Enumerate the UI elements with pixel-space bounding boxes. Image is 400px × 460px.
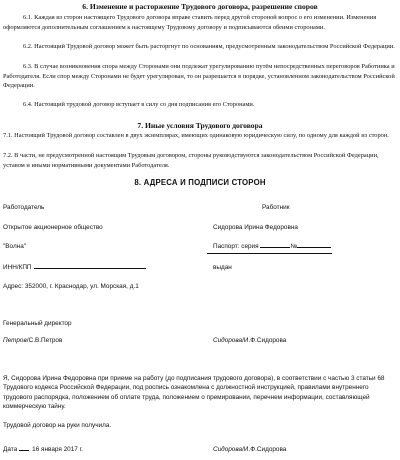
- passport-field: [213, 243, 331, 250]
- clause-6-2: 6.2. Настоящий Трудовой договор может быть расторгнут по основаниям, предусмотренным законодательством Российской Федерации.: [23, 43, 395, 50]
- clause-7-2: 7.2. В части, не предусмотренной настоящим Трудовым договором, стороны руководствуются законодательством Российской Федерации, уставом и иными нормативными документами Работодателя.: [3, 152, 379, 169]
- employee-label: Работник: [262, 204, 290, 211]
- inn-line: [34, 268, 146, 269]
- employee-sign-script: Сидорова: [213, 337, 243, 344]
- number-sign: №: [290, 243, 298, 250]
- employer-org-type: Открытое акционерное общество: [3, 224, 103, 231]
- section-7-heading: 7. Иные условия Трудового договора: [137, 121, 263, 130]
- director-title: Генеральный директор: [3, 320, 72, 327]
- clause-7-1: 7.1. Настоящий Трудовой договор составлен в двух экземплярах, имеющих одинаковую юридическую силу, по одному для каждой из сторон.: [3, 132, 389, 139]
- employer-label: Работодатель: [3, 204, 45, 211]
- passport-extra-line: [207, 253, 332, 254]
- employer-address: Адрес: 352000, г. Краснодар, ул. Морская, д.1: [3, 283, 139, 290]
- final-signature: [213, 446, 286, 453]
- passport-series-line: [260, 247, 290, 248]
- copy-received: Трудовой договор на руки получила.: [3, 422, 112, 429]
- issued-label: выдан: [213, 264, 232, 271]
- employer-name: "Волна": [3, 243, 27, 250]
- employee-name: Сидорова Ирина Федоровна: [213, 224, 298, 231]
- section-8-heading: 8. АДРЕСА И ПОДПИСИ СТОРОН: [134, 178, 266, 187]
- acknowledgement-paragraph: Я, Сидорова Ирина Федоровна при приеме на работу (до подписания трудового договора), в соответствии с частью 3 статьи 68 Трудового кодекса Российской Федерации, под роспись ознакомлена с должностной инструкцией, правилами внутреннего трудового распорядка, положением об оплате труда, положением о премировании, перечнем информации, составляющей коммерческую тайну.: [3, 375, 385, 411]
- final-sign-script: Сидорова: [213, 446, 243, 453]
- section-6-heading: 6. Изменение и расторжение Трудового договора, разрешение споров: [82, 2, 318, 11]
- clause-6-1: 6.1. Каждая из сторон настоящего Трудового договора вправе ставить перед другой стороной вопрос о его изменении. Изменения оформляются дополнительным соглашением к настоящему Трудовому договору и подписываются обеими сторонами.: [3, 14, 377, 31]
- inn-label: ИНН/КПП: [3, 264, 32, 271]
- passport-label: Паспорт: серия: [213, 243, 259, 250]
- employer-sign-name: /С.В.Петров: [26, 337, 63, 344]
- clause-6-3: 6.3. В случае возникновения спора между Сторонами они подлежат урегулированию путём непосредственных переговоров Работника и Работодателя. Если спор между Сторонами не будет урегулирован, то он разрешается в порядке, установленном законодательством Российской Федерации.: [3, 63, 395, 90]
- date-value: 16 января 2017 г.: [32, 446, 83, 453]
- final-sign-name: /И.Ф.Сидорова: [242, 446, 287, 453]
- employer-sign-script: Петров: [3, 337, 27, 344]
- passport-number-line: [297, 247, 331, 248]
- employee-signature: [213, 337, 286, 344]
- clause-6-4: 6.4. Настоящий трудовой договор вступает в силу со дня подписания его Сторонами.: [23, 101, 255, 108]
- employer-signature: [3, 337, 62, 344]
- date-prefix: Дата: [3, 446, 18, 453]
- date-blank-line: [19, 450, 29, 451]
- inn-kpp-field: [3, 264, 146, 271]
- date-line: [3, 446, 83, 453]
- employee-sign-name: /И.Ф.Сидорова: [242, 337, 287, 344]
